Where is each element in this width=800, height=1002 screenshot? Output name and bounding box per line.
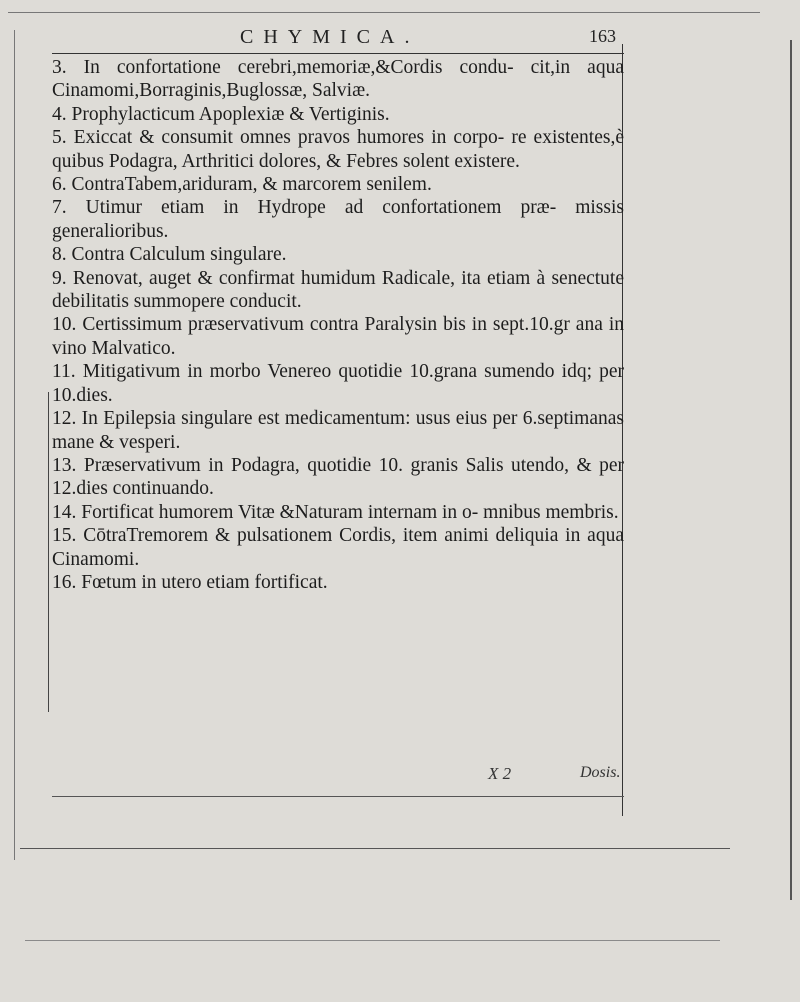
list-item: 8. Contra Calculum singulare. <box>52 244 287 266</box>
running-title: CHYMICA. <box>240 26 420 48</box>
footer-rule <box>52 796 624 797</box>
list-item: 13. Præservativum in Podagra, quotidie 10. granis Salis utendo, & per 12.dies continuando. <box>52 454 624 500</box>
list-item: 4. Prophylacticum Apoplexiæ & Vertiginis. <box>52 103 390 125</box>
book-page <box>52 22 624 797</box>
entry-list <box>52 56 624 594</box>
header-rule <box>52 53 624 54</box>
list-item: 11. Mitigativum in morbo Venereo quotidie 10.grana sumendo idq; per 10.dies. <box>52 361 624 406</box>
list-item: 5. Exiccat & consumit omnes pravos humores in corpo- re existentes,è quibus Podagra, Arthritici dolores, & Febres solent existere. <box>52 127 624 172</box>
list-item: 3. In confortatione cerebri,memoriæ,&Cordis condu- cit,in aqua Cinamomi,Borraginis,Buglossæ, Salviæ. <box>52 57 624 102</box>
bottom-frame-rule <box>20 848 730 849</box>
list-item: 16. Fœtum in utero etiam fortificat. <box>52 571 328 593</box>
top-edge-rule <box>8 12 760 13</box>
lower-edge-rule <box>25 940 720 941</box>
list-item: 6. ContraTabem,ariduram, & marcorem senilem. <box>52 174 432 196</box>
list-item: 12. In Epilepsia singulare est medicamentum: usus eius per 6.septimanas mane & vesperi. <box>52 408 624 453</box>
page-number: 163 <box>589 26 616 46</box>
list-item: 14. Fortificat humorem Vitæ &Naturam internam in o- mnibus membris. <box>52 501 619 523</box>
list-item: 10. Certissimum præservativum contra Paralysin bis in sept.10.gr ana in vino Malvatico. <box>52 314 624 359</box>
list-item: 9. Renovat, auget & confirmat humidum Radicale, ita etiam à senectute debilitatis summopere conducit. <box>52 267 624 313</box>
list-item: 15. CōtraTremorem & pulsationem Cordis, item animi deliquia in aqua Cinamomi. <box>52 525 624 570</box>
page-header <box>52 22 624 54</box>
page-footer <box>52 760 624 790</box>
list-item: 7. Utimur etiam in Hydrope ad confortationem præ- missis generalioribus. <box>52 197 624 242</box>
catchword: Dosis. <box>580 764 621 781</box>
signature-mark: X 2 <box>488 764 512 783</box>
text-frame-left <box>48 392 49 712</box>
left-edge-line <box>14 30 15 860</box>
right-edge-line <box>790 40 792 900</box>
